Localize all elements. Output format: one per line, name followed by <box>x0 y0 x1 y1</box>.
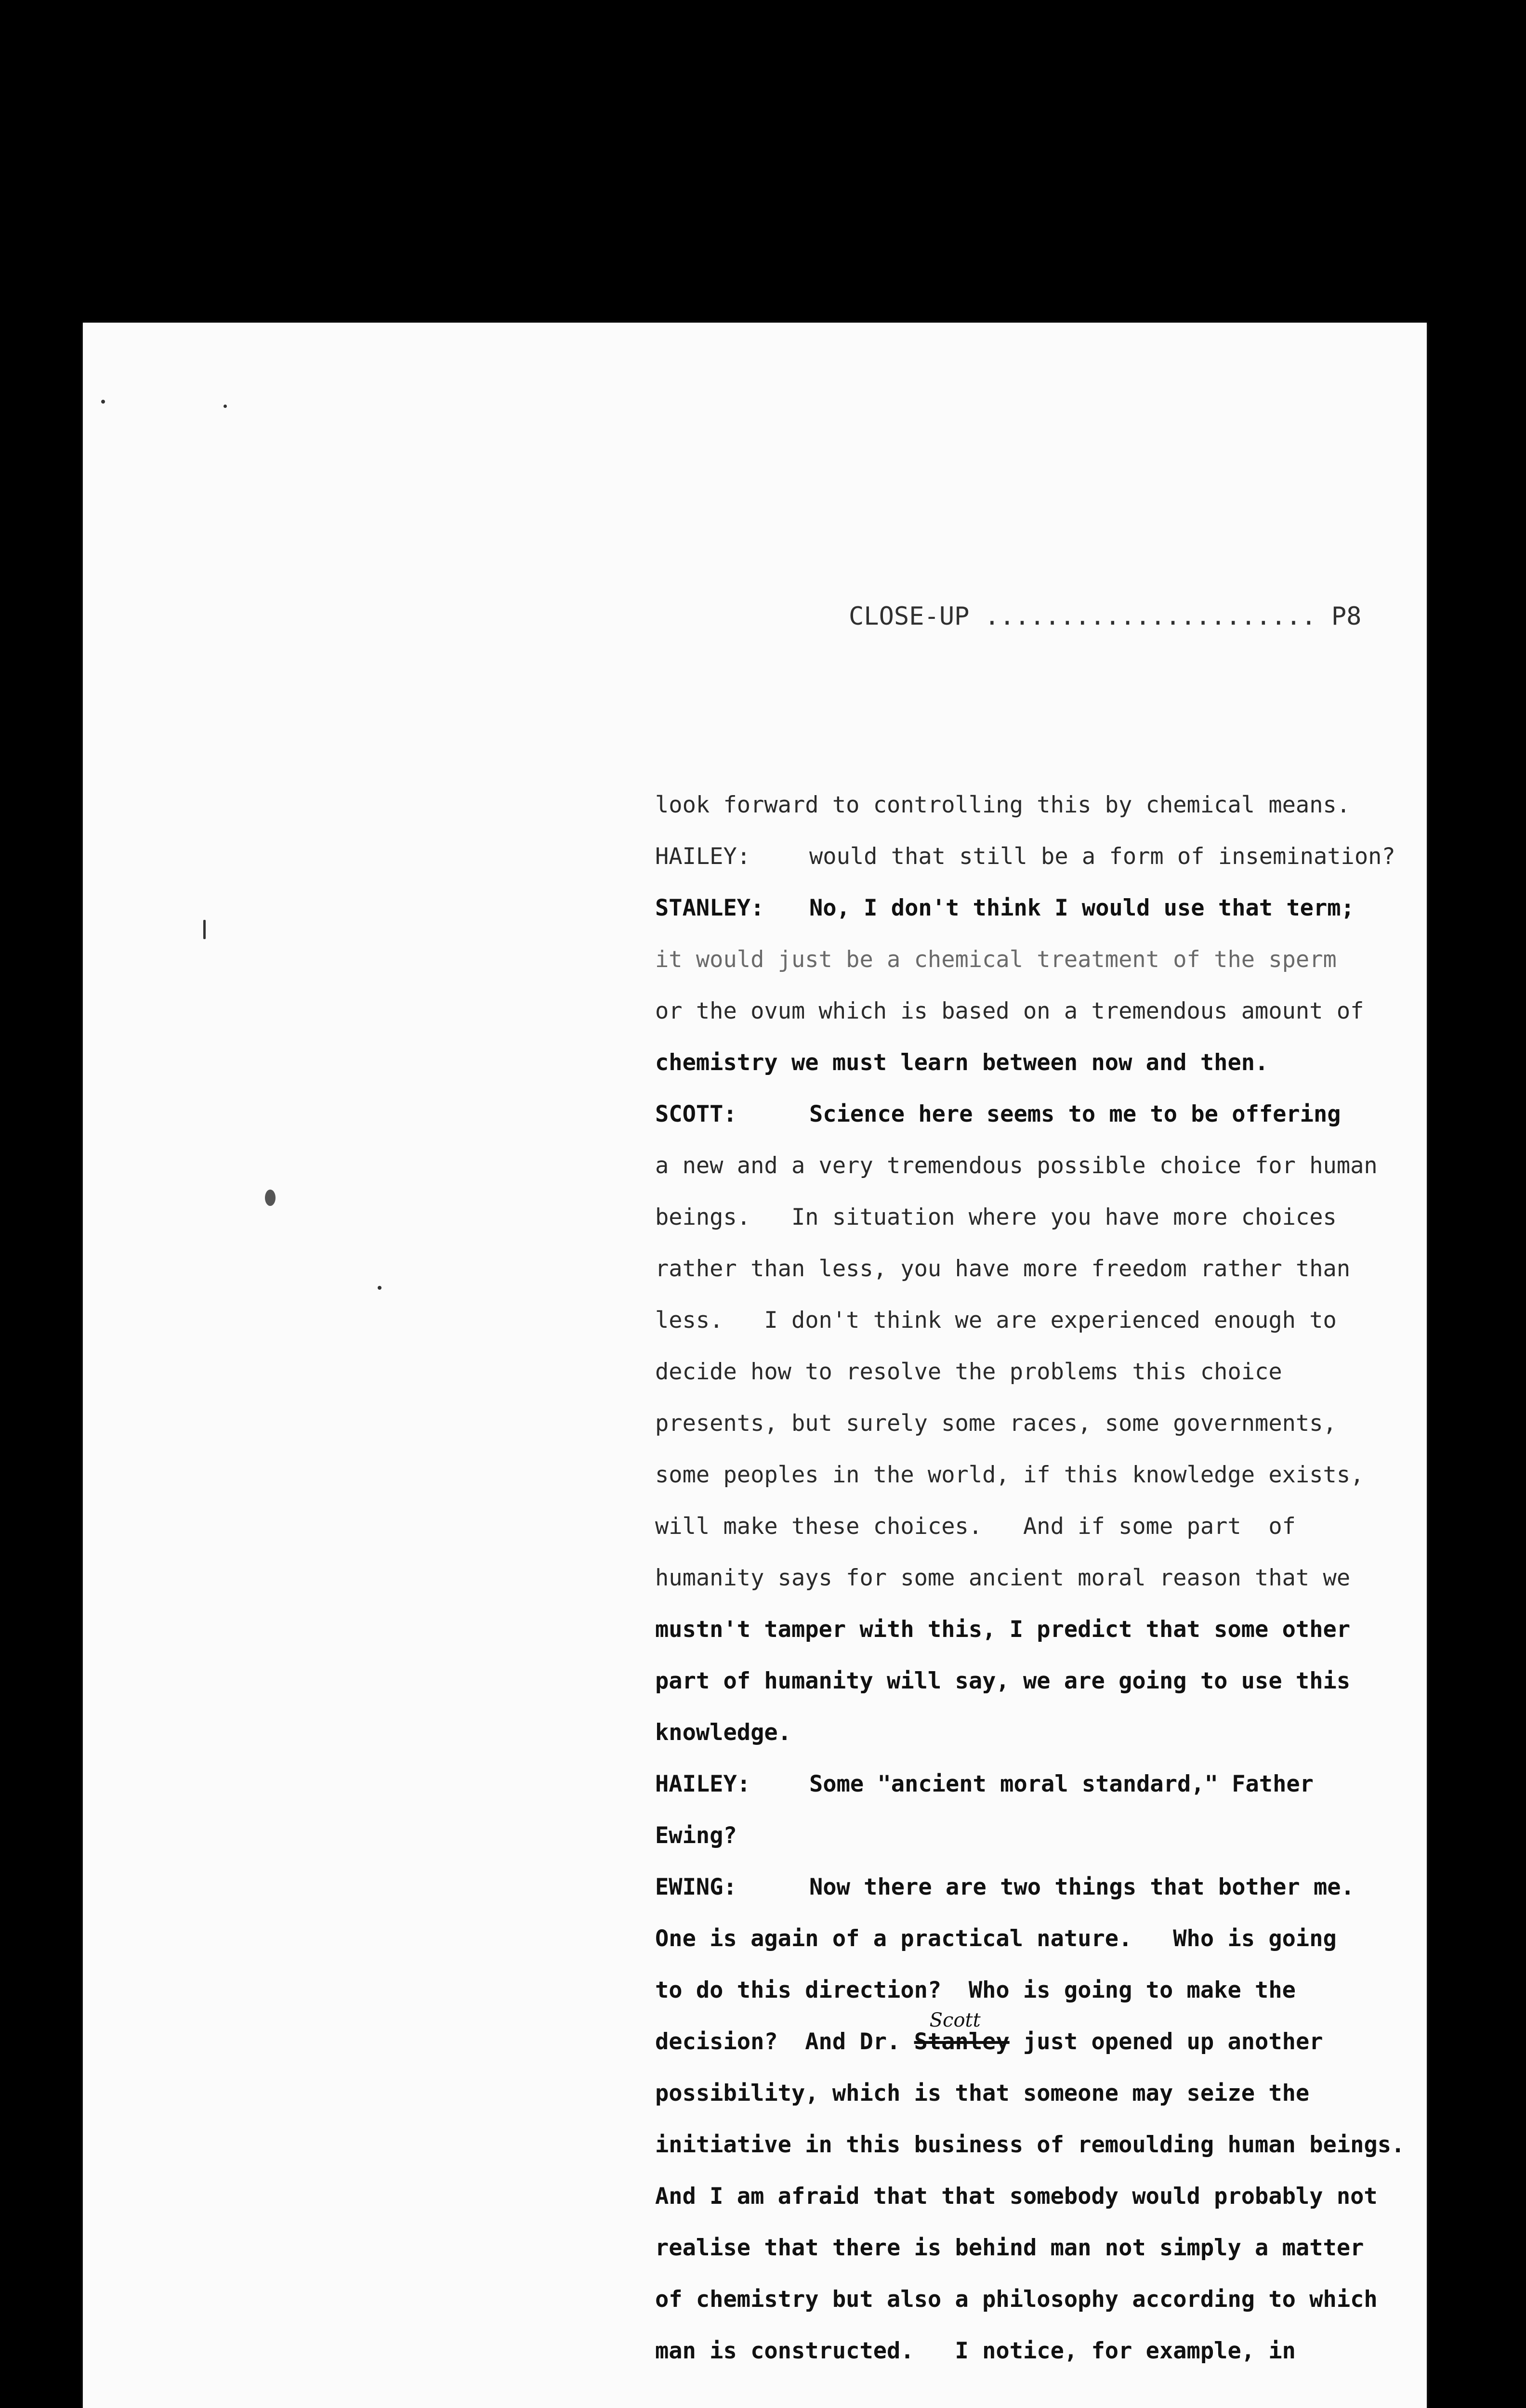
transcript-line: less. I don't think we are experienced enough to <box>655 1307 1337 1334</box>
page-speck <box>224 405 227 408</box>
transcript-line: part of humanity will say, we are going to use this <box>655 1668 1351 1694</box>
transcript-line: humanity says for some ancient moral reason that we <box>655 1565 1351 1591</box>
transcript-line: One is again of a practical nature. Who is going <box>655 1925 1337 1952</box>
transcript-body <box>655 779 1426 2377</box>
transcript-line: knowledge. <box>655 1719 791 1746</box>
typescript-page <box>83 323 1427 2408</box>
speaker-label: SCOTT: <box>655 1101 737 1127</box>
line-text: Some "ancient moral standard," Father <box>809 1771 1314 1797</box>
line-text: would that still be a form of insemination? <box>809 843 1395 870</box>
transcript-line: possibility, which is that someone may seize the <box>655 2080 1310 2107</box>
transcript-line <box>655 1861 1426 1913</box>
page-speck <box>101 400 105 404</box>
transcript-line: man is constructed. I notice, for example, in <box>655 2338 1296 2364</box>
speaker-label: EWING: <box>655 1874 737 1900</box>
transcript-line <box>655 831 1426 882</box>
page-speck <box>203 920 206 939</box>
transcript-line: Ewing? <box>655 1822 737 1849</box>
transcript-line: realise that there is behind man not simply a matter <box>655 2235 1364 2261</box>
transcript-line <box>655 1758 1426 1810</box>
transcript-line: mustn't tamper with this, I predict that some other <box>655 1616 1351 1643</box>
speaker-label: STANLEY: <box>655 895 764 921</box>
transcript-line: a new and a very tremendous possible choice for human <box>655 1152 1378 1179</box>
transcript-line: of chemistry but also a philosophy according to which <box>655 2286 1378 2313</box>
page-speck <box>378 1286 382 1290</box>
line-text: decision? And Dr. <box>655 2028 901 2055</box>
line-text: No, I don't think I would use that term; <box>809 895 1355 921</box>
transcript-line: presents, but surely some races, some governments, <box>655 1410 1337 1437</box>
transcript-line: initiative in this business of remoulding human beings. <box>655 2132 1405 2158</box>
transcript-line: decide how to resolve the problems this choice <box>655 1359 1282 1385</box>
transcript-line: it would just be a chemical treatment of the sperm <box>655 946 1337 973</box>
page-speck <box>265 1190 276 1206</box>
transcript-line: some peoples in the world, if this knowledge exists, <box>655 1462 1364 1488</box>
transcript-line: And I am afraid that that somebody would probably not <box>655 2183 1378 2210</box>
line-text: just opened up another <box>1023 2028 1323 2055</box>
speaker-label: HAILEY: <box>655 843 751 870</box>
transcript-line <box>655 882 1426 934</box>
struck-name <box>914 2009 1010 2055</box>
speaker-label: HAILEY: <box>655 1771 751 1797</box>
handwritten-correction: Scott <box>929 2009 981 2031</box>
transcript-line: beings. In situation where you have more choices <box>655 1204 1337 1230</box>
transcript-line: chemistry we must learn between now and then. <box>655 1049 1269 1076</box>
transcript-line: rather than less, you have more freedom rather than <box>655 1256 1351 1282</box>
transcript-line: look forward to controlling this by chemical means. <box>655 792 1351 818</box>
line-text: Science here seems to me to be offering <box>809 1101 1341 1127</box>
transcript-line: will make these choices. And if some part of <box>655 1513 1296 1540</box>
transcript-line <box>655 2009 1426 2068</box>
page-header: CLOSE-UP ...................... P8 <box>849 602 1362 631</box>
transcript-line: to do this direction? Who is going to make the <box>655 1977 1296 2003</box>
transcript-line <box>655 1088 1426 1140</box>
struck-name-text: Stanley <box>914 2028 1010 2055</box>
transcript-line: or the ovum which is based on a tremendous amount of <box>655 998 1364 1024</box>
line-text: Now there are two things that bother me. <box>809 1874 1355 1900</box>
